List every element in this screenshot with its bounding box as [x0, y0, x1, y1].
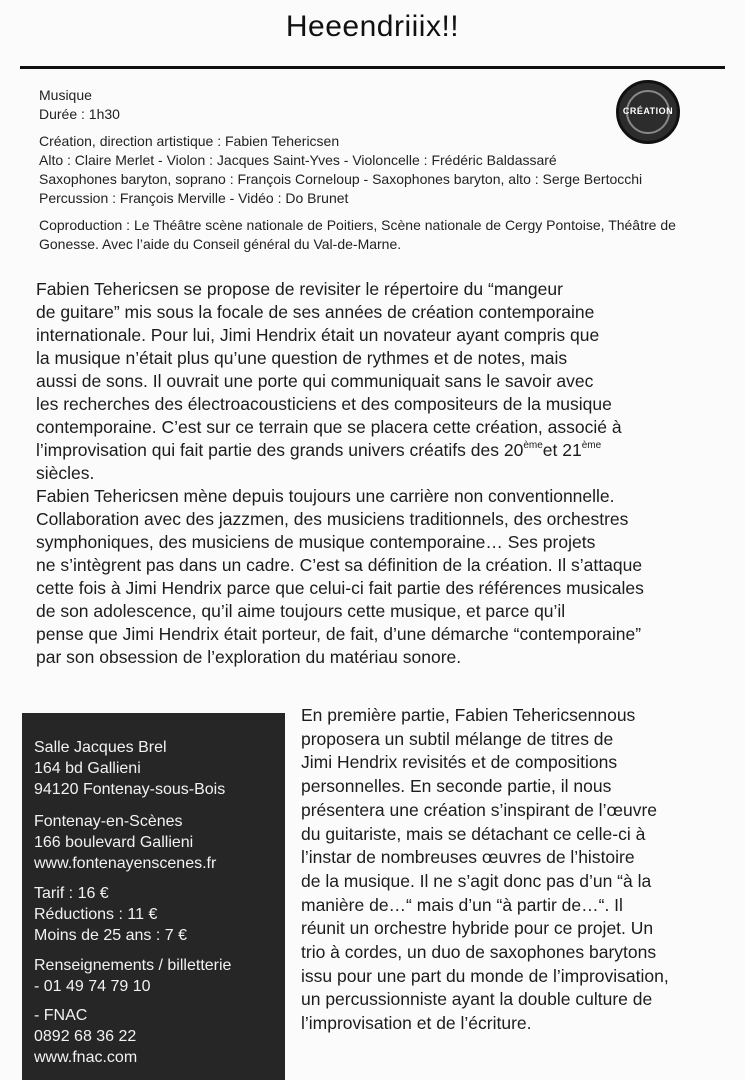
venue-block	[34, 737, 225, 800]
coproduction-line: Coproduction : Le Théâtre scène nationale de Poitiers, Scène nationale de Cergy Pontoise, Théâtre de	[39, 217, 676, 233]
text-line	[36, 439, 726, 462]
text-segment: l’improvisation qui fait partie des grands univers créatifs des 20	[36, 440, 524, 460]
price-under-25: Moins de 25 ans : 7 €	[34, 927, 187, 944]
text-line: l’improvisation et de l’écriture.	[301, 1013, 532, 1034]
title-divider	[20, 66, 725, 69]
text-line: contemporaine. C’est sur ce terrain que se placera cette création, associé à	[36, 417, 622, 437]
prices-block	[34, 883, 187, 946]
venue-street: 164 bd Gallieni	[34, 760, 141, 777]
text-line: de guitare” mis sous la focale de ses années de création contemporaine	[36, 302, 595, 322]
credit-line: Création, direction artistique : Fabien Tehericsen	[39, 133, 340, 149]
credit-line: Alto : Claire Merlet - Violon : Jacques Saint-Yves - Violoncelle : Frédéric Baldassaré	[39, 152, 557, 168]
text-line: manière de…“ mais d’un “à partir de…“. Il	[301, 894, 623, 915]
intro-text	[36, 278, 726, 669]
venue-city: 94120 Fontenay-sous-Bois	[34, 781, 226, 798]
venue-name: Salle Jacques Brel	[34, 739, 167, 756]
text-line: présentera une création s’inspirant de l’œuvre	[301, 799, 658, 820]
text-line: les recherches des électroacousticiens et des compositeurs de la musique	[36, 394, 612, 414]
info-panel	[22, 713, 285, 1080]
fnac-phone[interactable]: 0892 68 36 22	[34, 1028, 137, 1045]
text-line: Collaboration avec des jazzmen, des musiciens traditionnels, des orchestres	[36, 509, 629, 529]
text-line: personnelles. En seconde partie, il nous	[301, 776, 612, 797]
program-text	[301, 704, 731, 1036]
text-line: de la musique. Il ne s’agit donc pas d’un “à la	[301, 870, 652, 891]
text-line: Fabien Tehericsen mène depuis toujours une carrière non conventionnelle.	[36, 486, 615, 506]
booking-phone[interactable]: - 01 49 74 79 10	[34, 978, 151, 995]
credit-line: Saxophones baryton, soprano : François Corneloup - Saxophones baryton, alto : Serge Bertocchi	[39, 171, 643, 187]
text-line: trio à cordes, un duo de saxophones barytons	[301, 942, 657, 963]
superscript: ème	[581, 440, 602, 451]
text-line: du guitariste, mais se détachant ce celle-ci à	[301, 823, 646, 844]
fnac-label: - FNAC	[34, 1007, 88, 1024]
organizer-street: 166 boulevard Gallieni	[34, 834, 194, 851]
text-line: de son adolescence, qu’il aime toujours cette musique, et parce qu’il	[36, 601, 566, 621]
text-line: par son obsession de l’exploration du matériau sonore.	[36, 647, 462, 667]
coproduction-line: Gonesse. Avec l’aide du Conseil général du Val-de-Marne.	[39, 236, 402, 252]
text-line: symphoniques, des musiciens de musique contemporaine… Ses projets	[36, 532, 596, 552]
text-line: En première partie, Fabien Tehericsennous	[301, 705, 636, 725]
text-line: réunit un orchestre hybride pour ce projet. Un	[301, 918, 654, 939]
duration: Durée : 1h30	[39, 106, 120, 122]
price-reduced: Réductions : 11 €	[34, 906, 158, 923]
text-line: un percussionniste ayant la double culture de	[301, 989, 653, 1010]
fnac-website[interactable]: www.fnac.com	[34, 1049, 138, 1066]
text-line: Fabien Tehericsen se propose de revisiter le répertoire du “mangeur	[36, 279, 563, 299]
text-line: la musique n’était plus qu’une question de rythmes et de notes, mais	[36, 348, 568, 368]
text-segment: et 21	[542, 440, 582, 460]
genre: Musique	[39, 87, 92, 103]
organizer-website[interactable]: www.fontenayenscenes.fr	[34, 855, 217, 872]
organizer-block	[34, 811, 216, 874]
badge-label: CRÉATION	[622, 106, 674, 116]
text-line: Jimi Hendrix revisités et de compositions	[301, 752, 618, 773]
booking-block	[34, 955, 231, 997]
text-line: l’instar de nombreuses œuvres de l’histoire	[301, 847, 635, 868]
text-line: internationale. Pour lui, Jimi Hendrix était un novateur ayant compris que	[36, 325, 600, 345]
text-line: pense que Jimi Hendrix était porteur, de fait, d’une démarche “contemporaine”	[36, 624, 642, 644]
superscript: ème	[523, 440, 543, 451]
text-line: issu pour une part du monde de l’improvisation,	[301, 965, 669, 986]
text-line: proposera un subtil mélange de titres de	[301, 728, 614, 749]
production-details	[39, 86, 729, 254]
organizer-name: Fontenay-en-Scènes	[34, 813, 183, 830]
text-line: ne s’intègrent pas dans un cadre. C’est sa définition de la création. Il s’attaque	[36, 555, 643, 575]
text-line: cette fois à Jimi Hendrix parce que celui-ci fait partie des références musicales	[36, 578, 644, 598]
text-line: siècles.	[36, 463, 95, 483]
booking-label: Renseignements / billetterie	[34, 957, 232, 974]
price-full: Tarif : 16 €	[34, 885, 109, 902]
page-title: Heeendriiix!!	[285, 10, 460, 43]
fnac-block	[34, 1005, 137, 1068]
credit-line: Percussion : François Merville - Vidéo : Do Brunet	[39, 190, 349, 206]
text-line: aussi de sons. Il ouvrait une porte qui communiquait sans le savoir avec	[36, 371, 594, 391]
